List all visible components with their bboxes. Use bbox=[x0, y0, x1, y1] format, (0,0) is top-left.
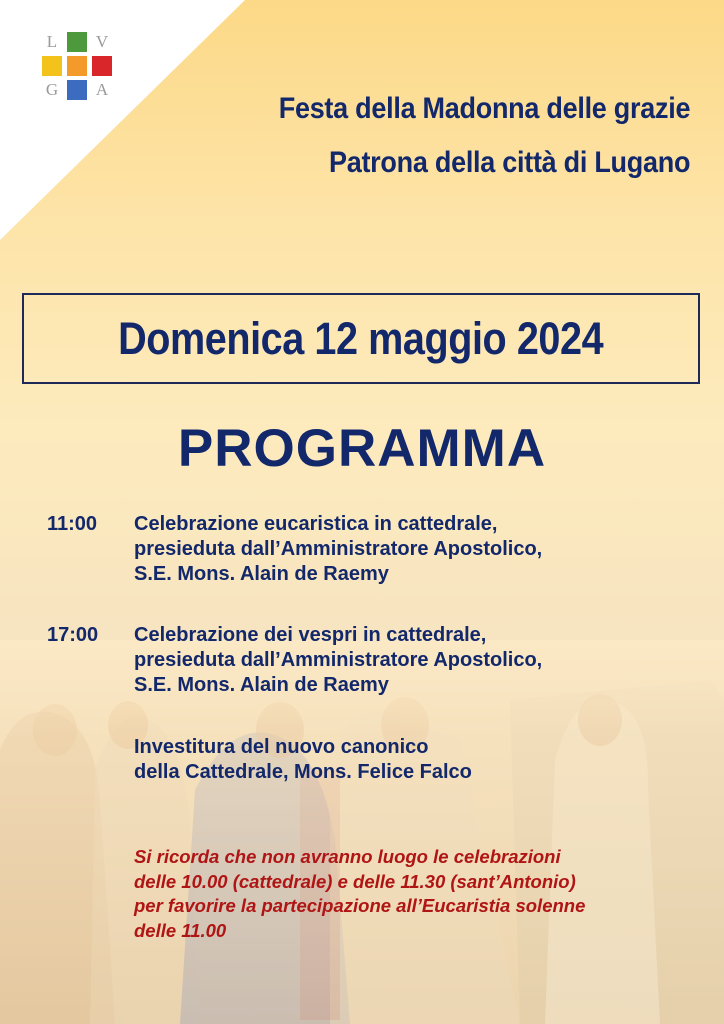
lvga-logo bbox=[42, 32, 114, 104]
logo-letter-g: G bbox=[45, 80, 59, 99]
entry-line: presieduta dall’Amministratore Apostolico, bbox=[134, 538, 543, 560]
logo-letter-v: V bbox=[95, 32, 109, 51]
entry-description bbox=[134, 623, 694, 698]
logo-letter-l: L bbox=[46, 32, 58, 51]
event-subtitle: Patrona della città di Lugano bbox=[328, 146, 690, 179]
date-box bbox=[22, 293, 700, 384]
entry-line: S.E. Mons. Alain de Raemy bbox=[134, 563, 389, 585]
entry-description bbox=[134, 512, 694, 587]
entry-line: Investitura del nuovo canonico bbox=[134, 736, 429, 758]
notice-text bbox=[134, 845, 694, 943]
logo-blue-square bbox=[67, 80, 87, 100]
entry-line: della Cattedrale, Mons. Felice Falco bbox=[134, 761, 472, 783]
event-header bbox=[233, 82, 690, 190]
entry-time: 17:00 bbox=[47, 624, 99, 646]
program-title: PROGRAMMA bbox=[177, 419, 547, 478]
logo-red-square bbox=[92, 56, 112, 76]
white-corner-decoration bbox=[0, 0, 245, 240]
notice-line: per favorire la partecipazione all’Eucaristia solenne bbox=[134, 895, 586, 916]
event-title: Festa della Madonna delle grazie bbox=[278, 92, 690, 125]
entry-description bbox=[134, 735, 694, 785]
entry-line: Celebrazione dei vespri in cattedrale, bbox=[134, 624, 487, 646]
logo-green-square bbox=[67, 32, 87, 52]
entry-line: presieduta dall’Amministratore Apostolico, bbox=[134, 649, 543, 671]
entry-line: Celebrazione eucaristica in cattedrale, bbox=[134, 513, 498, 535]
notice-line: delle 10.00 (cattedrale) e delle 11.30 (sant’Antonio) bbox=[134, 870, 576, 892]
entry-line: S.E. Mons. Alain de Raemy bbox=[134, 674, 389, 696]
event-date: Domenica 12 maggio 2024 bbox=[118, 312, 604, 364]
notice-line: Si ricorda che non avranno luogo le celebrazioni bbox=[134, 846, 561, 867]
entry-time: 11:00 bbox=[47, 513, 98, 535]
logo-orange-square bbox=[67, 56, 87, 76]
notice-line: delle 11.00 bbox=[134, 919, 227, 941]
logo-letter-a: A bbox=[95, 80, 109, 99]
logo-yellow-square bbox=[42, 56, 62, 76]
